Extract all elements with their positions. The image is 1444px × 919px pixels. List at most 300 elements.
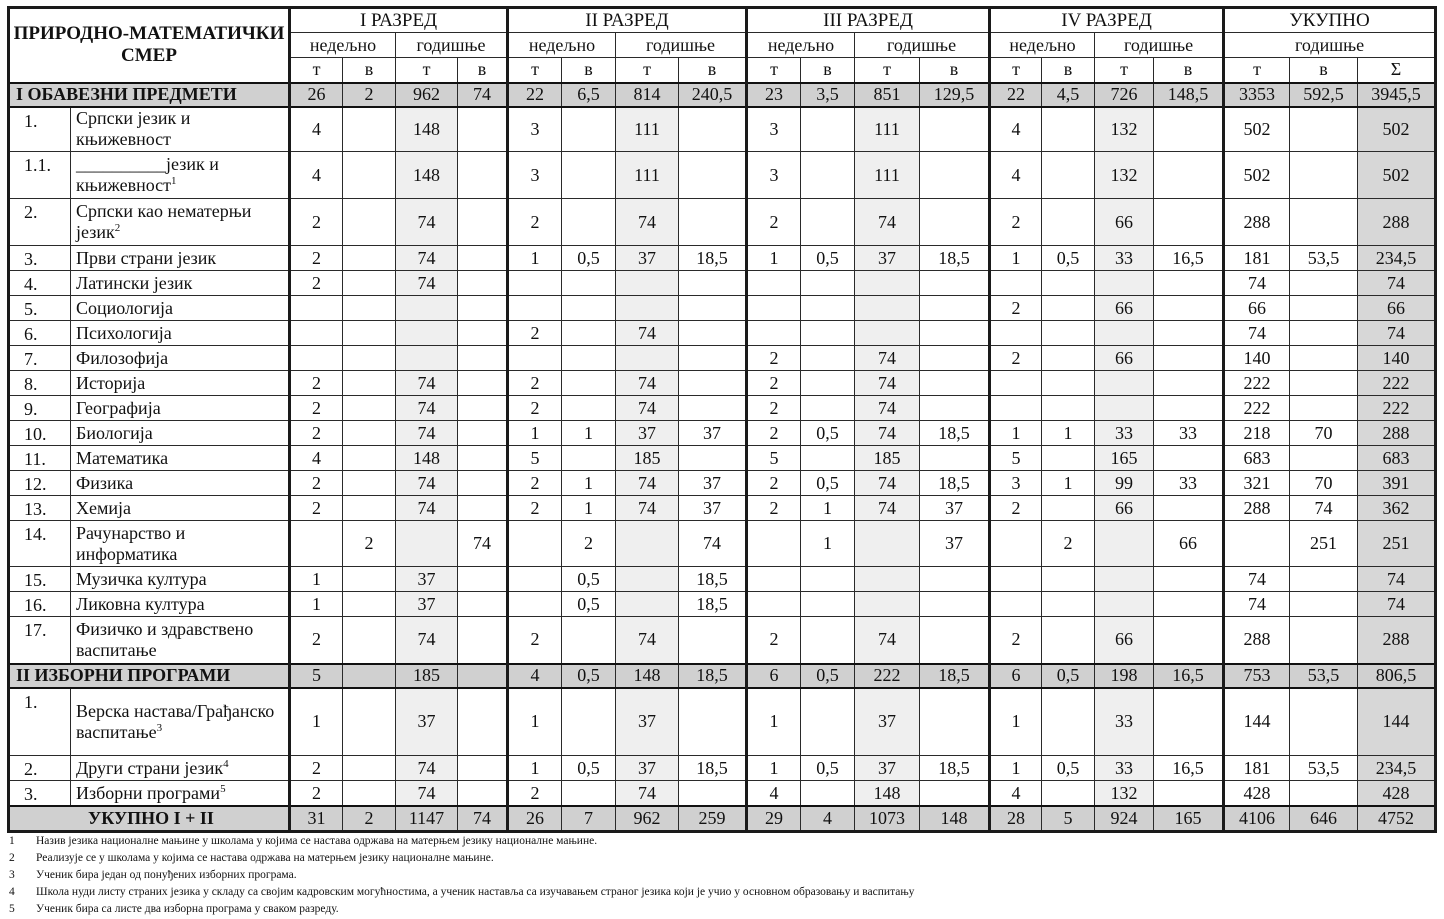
practice-header: в	[920, 58, 990, 83]
table-row	[9, 371, 1436, 396]
value-cell	[679, 346, 747, 371]
yearly-header: годишње	[396, 33, 508, 58]
value-cell	[1095, 592, 1154, 617]
value-cell	[801, 396, 855, 421]
value-cell	[1042, 199, 1095, 246]
value-cell: 22	[990, 83, 1042, 107]
row-number: 7.	[9, 346, 71, 371]
value-cell	[343, 567, 396, 592]
value-cell	[920, 617, 990, 664]
value-cell: 37	[855, 246, 920, 271]
value-cell: 74	[396, 496, 458, 521]
value-cell: 181	[1224, 246, 1290, 271]
value-cell: 37	[679, 496, 747, 521]
theory-header: т	[396, 58, 458, 83]
value-cell	[1095, 567, 1154, 592]
value-cell: 4	[990, 152, 1042, 199]
value-cell: 2	[1042, 521, 1095, 567]
value-cell	[458, 756, 508, 781]
value-cell: 74	[396, 781, 458, 807]
footnote-ref: 2	[114, 222, 121, 234]
value-cell: 4	[990, 781, 1042, 807]
value-cell: 2	[990, 617, 1042, 664]
value-cell: 26	[290, 83, 343, 107]
value-cell: 1	[508, 756, 562, 781]
value-cell	[679, 396, 747, 421]
value-cell	[1290, 592, 1358, 617]
value-cell: 2	[343, 521, 396, 567]
value-cell: 33	[1154, 421, 1224, 446]
value-cell: 0,5	[1042, 756, 1095, 781]
practice-header: в	[679, 58, 747, 83]
value-cell	[343, 371, 396, 396]
value-cell: 2	[290, 421, 343, 446]
subject-name	[71, 152, 290, 199]
theory-header: т	[508, 58, 562, 83]
footnote-ref: 5	[220, 782, 226, 795]
value-cell: 140	[1358, 346, 1436, 371]
table-row	[9, 421, 1436, 446]
value-cell: 6	[990, 664, 1042, 688]
value-cell	[508, 592, 562, 617]
value-cell	[1154, 107, 1224, 152]
value-cell: 4	[801, 806, 855, 831]
value-cell: 37	[679, 421, 747, 446]
row-number: 14.	[9, 521, 71, 567]
value-cell	[801, 296, 855, 321]
value-cell: 129,5	[920, 83, 990, 107]
section-row	[9, 664, 1436, 688]
value-cell	[458, 496, 508, 521]
value-cell: 1	[801, 496, 855, 521]
theory-header: т	[855, 58, 920, 83]
value-cell	[990, 592, 1042, 617]
subject-name	[71, 199, 290, 246]
value-cell: 1	[562, 421, 616, 446]
value-cell	[458, 421, 508, 446]
value-cell: 148	[855, 781, 920, 807]
row-number: 17.	[9, 617, 71, 664]
value-cell: 148	[920, 806, 990, 831]
table-row	[9, 567, 1436, 592]
value-cell	[920, 592, 990, 617]
value-cell	[458, 471, 508, 496]
value-cell	[458, 346, 508, 371]
value-cell	[1095, 371, 1154, 396]
value-cell: 70	[1290, 471, 1358, 496]
value-cell: 288	[1224, 199, 1290, 246]
value-cell	[1042, 107, 1095, 152]
value-cell: 753	[1224, 664, 1290, 688]
row-number: 13.	[9, 496, 71, 521]
value-cell	[458, 246, 508, 271]
weekly-header: недељно	[990, 33, 1095, 58]
value-cell	[562, 321, 616, 346]
value-cell: 74	[396, 617, 458, 664]
value-cell: 23	[747, 83, 801, 107]
value-cell	[343, 446, 396, 471]
value-cell: 1	[290, 688, 343, 756]
value-cell: 1	[747, 246, 801, 271]
row-number: 15.	[9, 567, 71, 592]
value-cell	[562, 371, 616, 396]
value-cell	[458, 396, 508, 421]
row-number: 9.	[9, 396, 71, 421]
value-cell	[1290, 321, 1358, 346]
value-cell: 7	[562, 806, 616, 831]
value-cell: 22	[508, 83, 562, 107]
value-cell: 18,5	[920, 421, 990, 446]
value-cell	[1154, 446, 1224, 471]
value-cell	[458, 371, 508, 396]
value-cell	[920, 688, 990, 756]
practice-header: в	[562, 58, 616, 83]
value-cell	[990, 396, 1042, 421]
subject-label: Математика	[76, 447, 169, 468]
subject-label: Српски као нематерњи језик	[76, 201, 252, 242]
value-cell	[396, 296, 458, 321]
value-cell	[458, 321, 508, 346]
value-cell: 1	[1042, 421, 1095, 446]
grade-4-header: IV РАЗРЕД	[990, 8, 1224, 33]
value-cell	[679, 296, 747, 321]
value-cell: 1	[990, 421, 1042, 446]
value-cell	[343, 271, 396, 296]
value-cell: 806,5	[1358, 664, 1436, 688]
footnote-ref: 4	[223, 757, 229, 770]
value-cell: 111	[855, 107, 920, 152]
value-cell: 222	[1358, 396, 1436, 421]
value-cell	[343, 688, 396, 756]
value-cell	[747, 296, 801, 321]
row-number: 5.	[9, 296, 71, 321]
subject-name	[71, 781, 290, 807]
value-cell: 111	[616, 152, 679, 199]
value-cell: 234,5	[1358, 756, 1436, 781]
value-cell: 2	[290, 781, 343, 807]
value-cell: 74	[1224, 567, 1290, 592]
value-cell	[855, 521, 920, 567]
table-row	[9, 296, 1436, 321]
value-cell: 144	[1358, 688, 1436, 756]
value-cell: 74	[396, 396, 458, 421]
value-cell	[562, 396, 616, 421]
value-cell: 33	[1095, 756, 1154, 781]
value-cell	[458, 688, 508, 756]
value-cell	[1290, 296, 1358, 321]
value-cell: 18,5	[679, 567, 747, 592]
value-cell: 74	[616, 496, 679, 521]
subject-name	[71, 496, 290, 521]
value-cell	[1290, 199, 1358, 246]
theory-header: т	[990, 58, 1042, 83]
value-cell	[396, 321, 458, 346]
value-cell: 148	[396, 107, 458, 152]
value-cell	[1154, 567, 1224, 592]
row-number: 1.	[9, 688, 71, 756]
value-cell	[1154, 688, 1224, 756]
value-cell: 288	[1358, 199, 1436, 246]
section-title: I ОБАВЕЗНИ ПРЕДМЕТИ	[9, 83, 290, 107]
value-cell: 2	[290, 246, 343, 271]
value-cell: 2	[343, 83, 396, 107]
value-cell: 165	[1154, 806, 1224, 831]
value-cell	[920, 152, 990, 199]
footnote	[9, 867, 914, 884]
value-cell	[458, 567, 508, 592]
value-cell: 0,5	[801, 756, 855, 781]
value-cell: 962	[616, 806, 679, 831]
subject-name	[71, 756, 290, 781]
value-cell: 2	[508, 199, 562, 246]
value-cell	[990, 521, 1042, 567]
value-cell	[1154, 396, 1224, 421]
subject-name	[71, 471, 290, 496]
value-cell: 33	[1095, 246, 1154, 271]
value-cell	[855, 567, 920, 592]
value-cell: 33	[1154, 471, 1224, 496]
footnote-text: Ученик бира један од понуђених изборних програма.	[36, 869, 297, 881]
value-cell: 66	[1095, 199, 1154, 246]
table-row	[9, 781, 1436, 807]
value-cell: 222	[1224, 371, 1290, 396]
subject-label: Рачунарство и информатика	[76, 522, 186, 564]
value-cell: 1	[290, 567, 343, 592]
value-cell	[747, 521, 801, 567]
value-cell: 66	[1095, 617, 1154, 664]
subject-name	[71, 321, 290, 346]
value-cell: 18,5	[679, 592, 747, 617]
theory-header: т	[616, 58, 679, 83]
value-cell: 962	[396, 83, 458, 107]
total-title: УКУПНО I + II	[9, 806, 290, 831]
value-cell	[801, 321, 855, 346]
value-cell	[343, 246, 396, 271]
value-cell	[801, 152, 855, 199]
value-cell: 74	[616, 396, 679, 421]
value-cell: 74	[1358, 271, 1436, 296]
value-cell: 502	[1224, 107, 1290, 152]
subject-label: Хемија	[76, 497, 132, 518]
value-cell: 5	[990, 446, 1042, 471]
row-number: 16.	[9, 592, 71, 617]
value-cell	[855, 321, 920, 346]
subject-label: Психологија	[76, 322, 172, 343]
value-cell: 37	[679, 471, 747, 496]
value-cell	[920, 199, 990, 246]
value-cell	[343, 592, 396, 617]
value-cell	[1290, 781, 1358, 807]
subject-name	[71, 271, 290, 296]
value-cell	[1042, 271, 1095, 296]
subject-label: Социологија	[76, 297, 174, 318]
value-cell	[920, 321, 990, 346]
value-cell: 592,5	[1290, 83, 1358, 107]
value-cell	[1290, 567, 1358, 592]
value-cell: 2	[747, 421, 801, 446]
value-cell	[508, 346, 562, 371]
value-cell: 74	[855, 471, 920, 496]
value-cell	[562, 296, 616, 321]
value-cell: 74	[855, 199, 920, 246]
value-cell	[747, 592, 801, 617]
curriculum-plan	[7, 6, 1435, 833]
value-cell	[1154, 496, 1224, 521]
value-cell: 259	[679, 806, 747, 831]
value-cell	[801, 446, 855, 471]
value-cell	[343, 199, 396, 246]
value-cell: 74	[1224, 321, 1290, 346]
practice-header: в	[1154, 58, 1224, 83]
value-cell: 185	[396, 664, 458, 688]
value-cell	[990, 321, 1042, 346]
value-cell: 148	[396, 152, 458, 199]
value-cell: 18,5	[920, 756, 990, 781]
value-cell	[508, 271, 562, 296]
grade-1-header: I РАЗРЕД	[290, 8, 508, 33]
value-cell	[1154, 321, 1224, 346]
value-cell	[679, 617, 747, 664]
value-cell	[396, 346, 458, 371]
value-cell: 74	[1358, 567, 1436, 592]
value-cell	[343, 346, 396, 371]
value-cell: 1	[508, 688, 562, 756]
footnote	[9, 833, 914, 850]
value-cell: 16,5	[1154, 756, 1224, 781]
value-cell	[1154, 592, 1224, 617]
value-cell: 181	[1224, 756, 1290, 781]
grade-3-header: III РАЗРЕД	[747, 8, 990, 33]
value-cell: 646	[1290, 806, 1358, 831]
value-cell: 37	[920, 521, 990, 567]
value-cell: 3,5	[801, 83, 855, 107]
subject-label: Други страни језик	[76, 757, 224, 778]
footnote	[9, 850, 914, 867]
table-row	[9, 756, 1436, 781]
value-cell: 66	[1095, 496, 1154, 521]
row-number: 6.	[9, 321, 71, 346]
value-cell: 74	[616, 471, 679, 496]
value-cell: 198	[1095, 664, 1154, 688]
value-cell	[562, 271, 616, 296]
value-cell: 3	[508, 107, 562, 152]
subject-label: Латински језик	[76, 272, 193, 293]
value-cell	[458, 152, 508, 199]
footnote-ref: 3	[156, 721, 163, 734]
value-cell: 222	[855, 664, 920, 688]
value-cell	[290, 296, 343, 321]
practice-header: в	[1042, 58, 1095, 83]
value-cell: 74	[1290, 496, 1358, 521]
weekly-header: недељно	[290, 33, 396, 58]
value-cell: 4106	[1224, 806, 1290, 831]
value-cell: 1	[801, 521, 855, 567]
value-cell: 74	[616, 781, 679, 807]
value-cell: 1	[990, 688, 1042, 756]
table-row	[9, 592, 1436, 617]
value-cell	[458, 664, 508, 688]
weekly-header: недељно	[508, 33, 616, 58]
value-cell: 74	[396, 199, 458, 246]
footnote-text: Назив језика националне мањине у школама у којима се настава одржава на матерњем језику националне мањине.	[36, 835, 598, 847]
value-cell	[343, 421, 396, 446]
value-cell: 1	[508, 421, 562, 446]
value-cell: 132	[1095, 781, 1154, 807]
value-cell: 0,5	[562, 567, 616, 592]
value-cell: 2	[990, 296, 1042, 321]
value-cell	[801, 346, 855, 371]
value-cell: 37	[396, 688, 458, 756]
value-cell: 74	[855, 617, 920, 664]
value-cell	[1290, 446, 1358, 471]
row-number: 12.	[9, 471, 71, 496]
footnote-number: 5	[9, 903, 15, 915]
value-cell: 185	[616, 446, 679, 471]
value-cell: 1	[562, 496, 616, 521]
section-row	[9, 83, 1436, 107]
row-number: 3.	[9, 781, 71, 807]
value-cell: 4	[290, 107, 343, 152]
value-cell: 502	[1358, 107, 1436, 152]
value-cell: 37	[396, 567, 458, 592]
value-cell	[679, 371, 747, 396]
value-cell	[747, 567, 801, 592]
value-cell: 37	[616, 688, 679, 756]
value-cell	[1290, 371, 1358, 396]
row-number: 3.	[9, 246, 71, 271]
value-cell: 2	[990, 199, 1042, 246]
value-cell	[1154, 152, 1224, 199]
value-cell	[1042, 617, 1095, 664]
footnote-text: Школа нуди листу страних језика у складу са својим кадровским могућностима, а ученик наставља са изучавањем страног језика који је учио у основном образовању и васпитању	[36, 886, 915, 898]
value-cell: 16,5	[1154, 664, 1224, 688]
table-row	[9, 471, 1436, 496]
value-cell	[1042, 396, 1095, 421]
value-cell	[458, 592, 508, 617]
subject-label: Историја	[76, 372, 146, 393]
value-cell	[616, 521, 679, 567]
subject-label: Ликовна култура	[76, 593, 205, 614]
value-cell: 165	[1095, 446, 1154, 471]
value-cell: 132	[1095, 152, 1154, 199]
footnote-number: 4	[9, 886, 15, 898]
value-cell: 66	[1154, 521, 1224, 567]
value-cell: 29	[747, 806, 801, 831]
value-cell: 4,5	[1042, 83, 1095, 107]
value-cell	[562, 107, 616, 152]
table-row	[9, 496, 1436, 521]
value-cell	[458, 271, 508, 296]
value-cell	[343, 664, 396, 688]
value-cell: 66	[1224, 296, 1290, 321]
value-cell	[396, 521, 458, 567]
subject-label: Изборни програми	[76, 782, 221, 803]
value-cell	[343, 756, 396, 781]
value-cell	[679, 321, 747, 346]
value-cell: 2	[508, 471, 562, 496]
value-cell: 74	[1358, 321, 1436, 346]
table-row	[9, 152, 1436, 199]
value-cell	[1154, 617, 1224, 664]
value-cell: 851	[855, 83, 920, 107]
practice-header: в	[1290, 58, 1358, 83]
value-cell: 5	[1042, 806, 1095, 831]
value-cell: 2	[747, 346, 801, 371]
value-cell: 4	[290, 152, 343, 199]
value-cell: 74	[458, 83, 508, 107]
subject-name	[71, 521, 290, 567]
value-cell	[801, 592, 855, 617]
